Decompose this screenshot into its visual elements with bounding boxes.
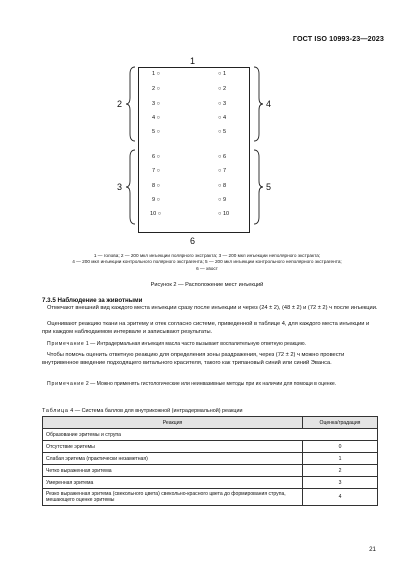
- column-header-reaction: Реакция: [43, 417, 303, 429]
- table-cell-score: 2: [303, 465, 378, 477]
- column-header-score: Оценка/градация: [303, 417, 378, 429]
- document-header: ГОСТ ISO 10993-23—2023: [292, 34, 384, 43]
- page-number: 21: [369, 546, 376, 553]
- figure-title: Рисунок 2 — Расположение мест инъекций: [150, 282, 264, 288]
- paragraph-scoring: Оценивают реакцию ткани на эритему и отек согласно системе, приведенной в таблице 4, для каждого места инъекции и при каждом наблюдаемом интервале и записывают результаты.: [42, 321, 370, 335]
- note-label: Примечание: [47, 381, 85, 387]
- brace-left-upper: [125, 66, 137, 142]
- figure-label-tail: 6: [190, 236, 196, 246]
- table-cell-reaction: Отсутствие эритемы: [43, 441, 303, 453]
- table-cell-score: 0: [303, 441, 378, 453]
- table-row: [43, 441, 378, 453]
- brace-right-lower: [252, 149, 264, 225]
- brace-left-lower: [125, 149, 137, 225]
- table-header-row: [43, 417, 378, 429]
- table-caption-label: Таблица: [42, 408, 69, 414]
- site-left-3: 3 ○: [152, 101, 161, 107]
- figure-label-head: 1: [190, 56, 196, 66]
- note-text: 1 — Интрадермальная инъекция масла часто вызывает воспалительную ответную реакцию.: [85, 341, 306, 347]
- table-cell-score: 1: [303, 453, 378, 465]
- site-right-5: ○ 5: [218, 129, 227, 135]
- site-right-8: ○ 8: [218, 183, 227, 189]
- site-right-7: ○ 7: [218, 168, 227, 174]
- table-row: [43, 453, 378, 465]
- site-right-9: ○ 9: [218, 197, 227, 203]
- note-1: [42, 341, 378, 348]
- site-left-5: 5 ○: [152, 129, 161, 135]
- site-left-4: 4 ○: [152, 115, 161, 121]
- site-right-4: ○ 4: [218, 115, 227, 121]
- table-cell-score: 3: [303, 477, 378, 489]
- figure-legend-line: 6 — хвост: [196, 265, 218, 271]
- figure-label-nonpolar-extract: 3: [117, 182, 123, 192]
- table-group-row: [43, 429, 378, 441]
- figure-label-polar-extract: 2: [117, 99, 123, 109]
- figure-legend-line: 1 — голова; 2 — 200 мкл инъекции полярного экстракта; 3 — 200 мкл инъекции неполярного экстракта;: [93, 253, 321, 258]
- table-row: [43, 489, 378, 506]
- table-caption-text: 4 — Система баллов для внутрикожной (интрадермальной) реакции: [70, 408, 243, 414]
- table-cell-score: 4: [303, 489, 378, 506]
- table-caption: [42, 408, 242, 414]
- table-cell-reaction: Резко выраженная эритема (свекольного цвета) свекольно-красного цвета до формирования струпа, мешающего оценке эритемы: [43, 489, 303, 506]
- scoring-table: [42, 416, 378, 506]
- site-right-10: ○ 10: [218, 211, 230, 217]
- site-left-9: 9 ○: [152, 197, 161, 203]
- note-label: Примечание: [47, 341, 85, 347]
- note-2: [42, 381, 378, 388]
- figure-label-polar-control: 4: [266, 99, 272, 109]
- site-left-2: 2 ○: [152, 86, 161, 92]
- site-right-6: ○ 6: [218, 154, 227, 160]
- site-right-1: ○ 1: [218, 71, 227, 77]
- table-group-label: Образование эритемы и струпа: [43, 429, 378, 441]
- section-heading: 7.3.5 Наблюдение за животными: [42, 297, 143, 304]
- site-left-8: 8 ○: [152, 183, 161, 189]
- paragraph-dye: Чтобы помочь оценить ответную реакцию для определения зоны раздражения, через (72 ± 2) ч можно провести внутривенное введение подходящего витального красителя, такого как трипановый синий или синий Эванса.: [42, 352, 345, 366]
- site-left-1: 1 ○: [152, 71, 161, 77]
- figure-legend-line: 4 — 200 мкл инъекции контрольного полярного экстрагента; 5 — 200 мкл инъекции контрольного неполярного экстрагента;: [72, 259, 342, 265]
- table-cell-reaction: Умеренная эритема: [43, 477, 303, 489]
- table-cell-reaction: Четко выраженная эритема: [43, 465, 303, 477]
- table-cell-reaction: Слабая эритема (практически незаметная): [43, 453, 303, 465]
- figure-label-nonpolar-control: 5: [266, 182, 272, 192]
- brace-right-upper: [252, 66, 264, 142]
- site-left-7: 7 ○: [152, 168, 161, 174]
- site-right-2: ○ 2: [218, 86, 227, 92]
- site-left-6: 6 ○: [152, 154, 161, 160]
- table-row: [43, 465, 378, 477]
- paragraph-observation: Отмечают внешний вид каждого места инъекции сразу после инъекции и через (24 ± 2), (48 ± 2) и (72 ± 2) ч после инъекции.: [47, 305, 378, 311]
- site-left-10: 10 ○: [150, 211, 162, 217]
- table-row: [43, 477, 378, 489]
- site-right-3: ○ 3: [218, 101, 227, 107]
- note-text: 2 — Можно применять гистологические или неинвазивные методы при их наличии для помощи в оценке.: [85, 381, 337, 387]
- figure-legend: [28, 253, 386, 272]
